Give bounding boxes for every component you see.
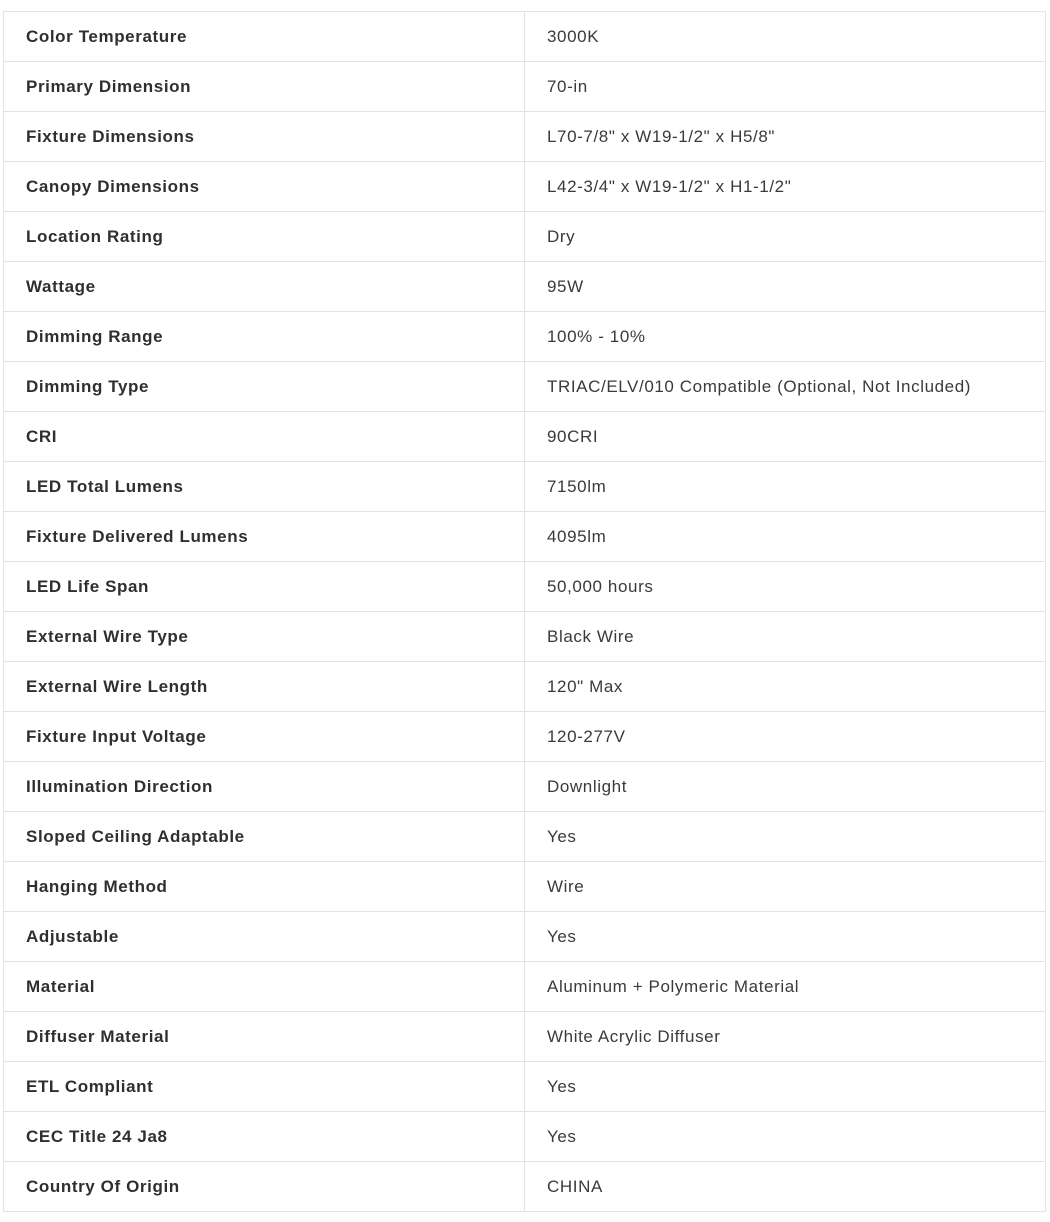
spec-value: Aluminum + Polymeric Material	[525, 962, 1046, 1012]
spec-value: Yes	[525, 1112, 1046, 1162]
spec-label: External Wire Length	[4, 662, 525, 712]
spec-value: Downlight	[525, 762, 1046, 812]
spec-value: L42-3/4" x W19-1/2" x H1-1/2"	[525, 162, 1046, 212]
spec-label: Sloped Ceiling Adaptable	[4, 812, 525, 862]
spec-label: Dimming Range	[4, 312, 525, 362]
spec-value: CHINA	[525, 1162, 1046, 1212]
spec-label: CRI	[4, 412, 525, 462]
spec-value: Yes	[525, 912, 1046, 962]
spec-label: Location Rating	[4, 212, 525, 262]
spec-label: Canopy Dimensions	[4, 162, 525, 212]
spec-value: Wire	[525, 862, 1046, 912]
spec-row	[4, 62, 1046, 112]
spec-value: 3000K	[525, 12, 1046, 62]
spec-value: Yes	[525, 812, 1046, 862]
spec-label: ETL Compliant	[4, 1062, 525, 1112]
spec-row	[4, 512, 1046, 562]
spec-row	[4, 562, 1046, 612]
spec-value: 70-in	[525, 62, 1046, 112]
spec-row	[4, 862, 1046, 912]
spec-label: Country Of Origin	[4, 1162, 525, 1212]
spec-label: Color Temperature	[4, 12, 525, 62]
spec-value: 95W	[525, 262, 1046, 312]
spec-value: 90CRI	[525, 412, 1046, 462]
spec-row	[4, 912, 1046, 962]
spec-row	[4, 312, 1046, 362]
spec-row	[4, 612, 1046, 662]
spec-value: 4095lm	[525, 512, 1046, 562]
spec-row	[4, 712, 1046, 762]
spec-label: Material	[4, 962, 525, 1012]
spec-row	[4, 1012, 1046, 1062]
specifications-table	[3, 11, 1046, 1212]
spec-value: TRIAC/ELV/010 Compatible (Optional, Not Included)	[525, 362, 1046, 412]
spec-label: Diffuser Material	[4, 1012, 525, 1062]
spec-label: Fixture Dimensions	[4, 112, 525, 162]
spec-label: Hanging Method	[4, 862, 525, 912]
spec-row	[4, 1112, 1046, 1162]
spec-value: White Acrylic Diffuser	[525, 1012, 1046, 1062]
spec-label: Illumination Direction	[4, 762, 525, 812]
spec-value: 100% - 10%	[525, 312, 1046, 362]
spec-row	[4, 762, 1046, 812]
spec-row	[4, 962, 1046, 1012]
spec-label: CEC Title 24 Ja8	[4, 1112, 525, 1162]
spec-row	[4, 812, 1046, 862]
spec-value: Yes	[525, 1062, 1046, 1112]
spec-label: Primary Dimension	[4, 62, 525, 112]
spec-row	[4, 262, 1046, 312]
spec-label: Wattage	[4, 262, 525, 312]
spec-label: LED Total Lumens	[4, 462, 525, 512]
spec-label: External Wire Type	[4, 612, 525, 662]
spec-label: Adjustable	[4, 912, 525, 962]
spec-label: Fixture Input Voltage	[4, 712, 525, 762]
spec-row	[4, 12, 1046, 62]
spec-value: 50,000 hours	[525, 562, 1046, 612]
spec-value: 120-277V	[525, 712, 1046, 762]
spec-label: Dimming Type	[4, 362, 525, 412]
spec-row	[4, 1162, 1046, 1212]
specifications-table-body	[4, 12, 1046, 1212]
spec-label: Fixture Delivered Lumens	[4, 512, 525, 562]
spec-row	[4, 1062, 1046, 1112]
spec-label: LED Life Span	[4, 562, 525, 612]
spec-row	[4, 112, 1046, 162]
spec-value: 120" Max	[525, 662, 1046, 712]
spec-row	[4, 212, 1046, 262]
spec-value: Black Wire	[525, 612, 1046, 662]
spec-row	[4, 662, 1046, 712]
spec-value: 7150lm	[525, 462, 1046, 512]
spec-row	[4, 162, 1046, 212]
spec-value: Dry	[525, 212, 1046, 262]
spec-row	[4, 412, 1046, 462]
spec-value: L70-7/8" x W19-1/2" x H5/8"	[525, 112, 1046, 162]
spec-row	[4, 462, 1046, 512]
spec-row	[4, 362, 1046, 412]
